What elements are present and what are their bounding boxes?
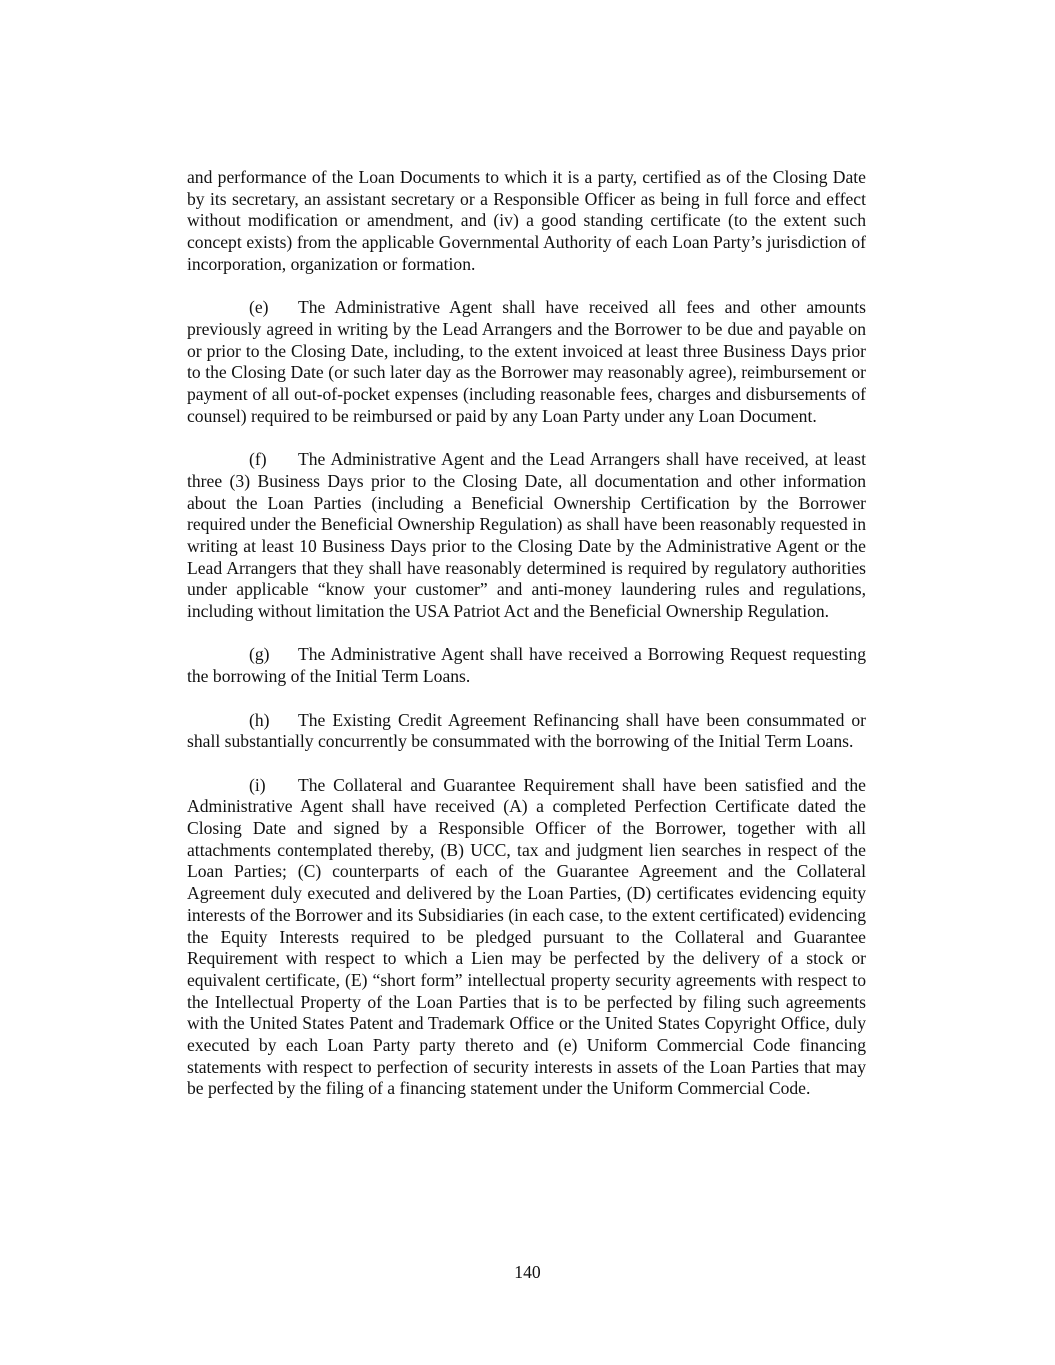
clause-text: The Existing Credit Agreement Refinancing shall have been consummated or shall substantially concurrently be consummated with the borrowing of the Initial Term Loans. — [187, 709, 866, 752]
page-number: 140 — [514, 1262, 541, 1282]
clause-label: (h) — [249, 709, 270, 730]
clause-label: (g) — [249, 644, 270, 665]
document-body — [187, 167, 866, 1122]
clause-text: The Administrative Agent and the Lead Arrangers shall have received, at least three (3) Business Days prior to the Closing Date, all documentation and other information about the Loan Parties (including a Beneficial Ownership Certification by the Borrower required under the Beneficial Ownership Regulation) as shall have been reasonably requested in writing at least 10 Business Days prior to the Closing Date by the Administrative Agent or the Lead Arrangers that they shall have reasonably determined is required by regulatory authorities under applicable “know your customer” and anti-money laundering rules and regulations, including without limitation the USA Patriot Act and the Beneficial Ownership Regulation. — [187, 449, 866, 622]
clause-f — [187, 449, 866, 623]
clause-label: (e) — [249, 297, 269, 318]
clause-label: (i) — [249, 774, 266, 795]
intro-paragraph: and performance of the Loan Documents to which it is a party, certified as of the Closing Date by its secretary, an assistant secretary or a Responsible Officer as being in full force and effect without modification or amendment, and (iv) a good standing certificate (to the extent such concept exists) from the applicable Governmental Authority of each Loan Party’s jurisdiction of incorporation, organization or formation. — [187, 167, 866, 274]
clause-text: The Collateral and Guarantee Requirement shall have been satisfied and the Administrative Agent shall have received (A) a completed Perfection Certificate dated the Closing Date and signed by a Responsible Officer of the Borrower, together with all attachments contemplated thereby, (B) UCC, tax and judgment lien searches in respect of the Loan Parties; (C) counterparts of each of the Guarantee Agreement and the Collateral Agreement duly executed and delivered by the Loan Parties, (D) certificates evidencing equity interests of the Borrower and its Subsidiaries (in each case, to the extent certificated) evidencing the Equity Interests required to be pledged pursuant to the Collateral and Guarantee Requirement with respect to which a Lien may be perfected by the delivery of a stock or equivalent certificate, (E) “short form” intellectual property security agreements with respect to the Intellectual Property of the Loan Parties that is to be perfected by filing such agreements with the United States Patent and Trademark Office or the United States Copyright Office, duly executed by each Loan Party party thereto and (e) Uniform Commercial Code financing statements with respect to perfection of security interests in assets of the Loan Parties that may be perfected by the filing of a financing statement under the Uniform Commercial Code. — [187, 774, 866, 1099]
clause-e — [187, 297, 866, 427]
clause-g — [187, 644, 866, 687]
clause-text: The Administrative Agent shall have received a Borrowing Request requesting the borrowing of the Initial Term Loans. — [187, 644, 866, 687]
clause-text: The Administrative Agent shall have received all fees and other amounts previously agreed in writing by the Lead Arrangers and the Borrower to be due and payable on or prior to the Closing Date, including, to the extent invoiced at least three Business Days prior to the Closing Date (or such later day as the Borrower may reasonably agree), reimbursement or payment of all out-of-pocket expenses (including reasonable fees, charges and disbursements of counsel) required to be reimbursed or paid by any Loan Party under any Loan Document. — [187, 297, 866, 426]
clause-i — [187, 775, 866, 1101]
clause-h — [187, 710, 866, 753]
clause-label: (f) — [249, 449, 267, 470]
